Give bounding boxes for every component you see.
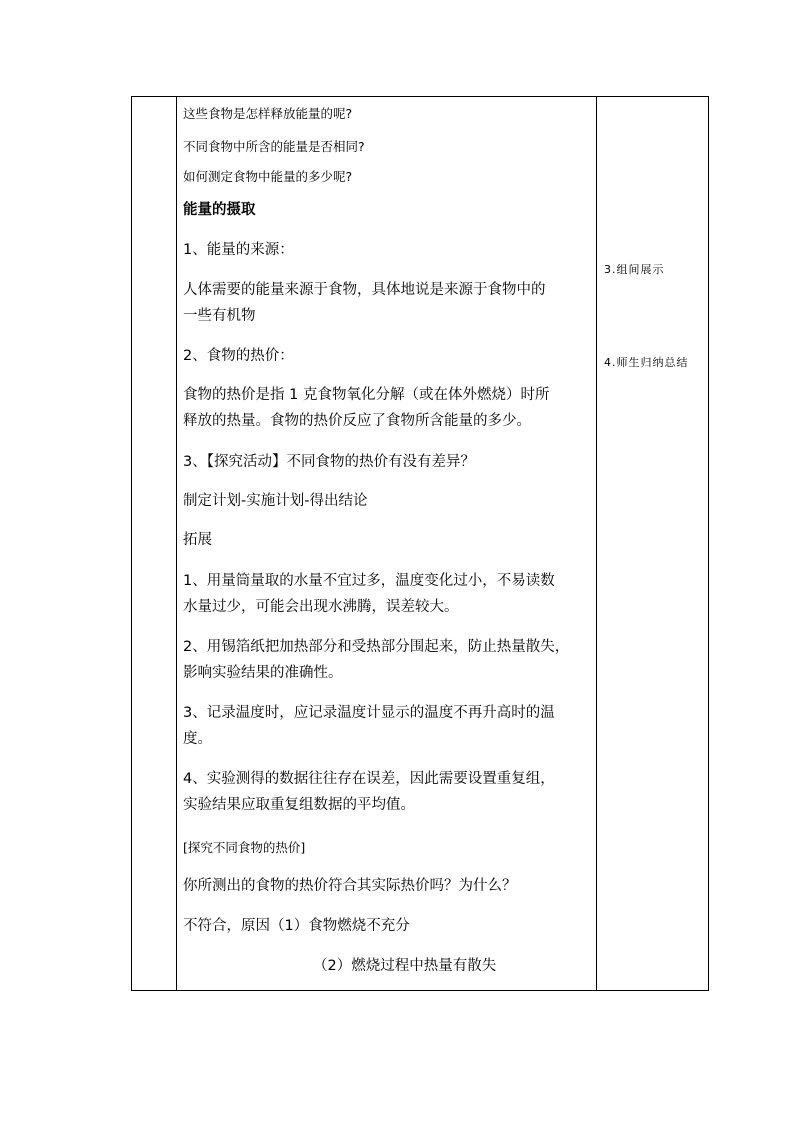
- heat-value-line-1: 食物的热价是指 1 克食物氧化分解（或在体外燃烧）时所: [183, 387, 550, 403]
- heat-value-title: 2、食物的热价：: [183, 348, 294, 364]
- explore-title: [探究不同食物的热价]: [183, 840, 306, 855]
- column-divider-right: [596, 97, 597, 990]
- extension-4-line-1: 4、实验测得的数据往往存在误差，因此需要设置重复组，: [183, 771, 555, 787]
- answer-line-2: （2）燃烧过程中热量有散失: [313, 958, 497, 974]
- answer-line-1: 不符合，原因（1）食物燃烧不充分: [183, 918, 410, 934]
- note-summary: 4.师生归纳总结: [604, 356, 689, 369]
- activity-plan: 制定计划-实施计划-得出结论: [183, 493, 368, 509]
- extension-2-line-1: 2、用锡箔纸把加热部分和受热部分围起来，防止热量散失，: [183, 639, 570, 655]
- reflection-question: 你所测出的食物的热价符合其实际热价吗？为什么？: [183, 878, 517, 894]
- extension-1-line-2: 水量过少，可能会出现水沸腾，误差较大。: [183, 599, 459, 615]
- extension-1-line-1: 1、用量筒量取的水量不宜过多，温度变化过小，不易读数: [183, 573, 555, 589]
- extension-3-line-1: 3、记录温度时，应记录温度计显示的温度不再升高时的温: [183, 705, 555, 721]
- section-heading: 能量的摄取: [183, 202, 256, 218]
- extension-2-line-2: 影响实验结果的准确性。: [183, 665, 343, 681]
- column-divider-left: [176, 97, 177, 990]
- energy-source-line-1: 人体需要的能量来源于食物，具体地说是来源于食物中的: [183, 282, 546, 298]
- note-group-display: 3.组间展示: [604, 263, 665, 276]
- extension-3-line-2: 度。: [183, 731, 212, 747]
- question-2: 不同食物中所含的能量是否相同?: [183, 139, 365, 154]
- extension-4-line-2: 实验结果应取重复组数据的平均值。: [183, 797, 415, 813]
- question-3: 如何测定食物中能量的多少呢?: [183, 169, 353, 184]
- activity-title: 3、【探究活动】不同食物的热价有没有差异？: [183, 454, 475, 470]
- energy-source-title: 1、能量的来源：: [183, 242, 294, 258]
- question-1: 这些食物是怎样释放能量的呢?: [183, 106, 353, 121]
- extension-title: 拓展: [183, 532, 212, 548]
- heat-value-line-2: 释放的热量。食物的热价反应了食物所含能量的多少。: [183, 413, 531, 429]
- energy-source-line-2: 一些有机物: [183, 308, 256, 324]
- lesson-table: [131, 96, 709, 991]
